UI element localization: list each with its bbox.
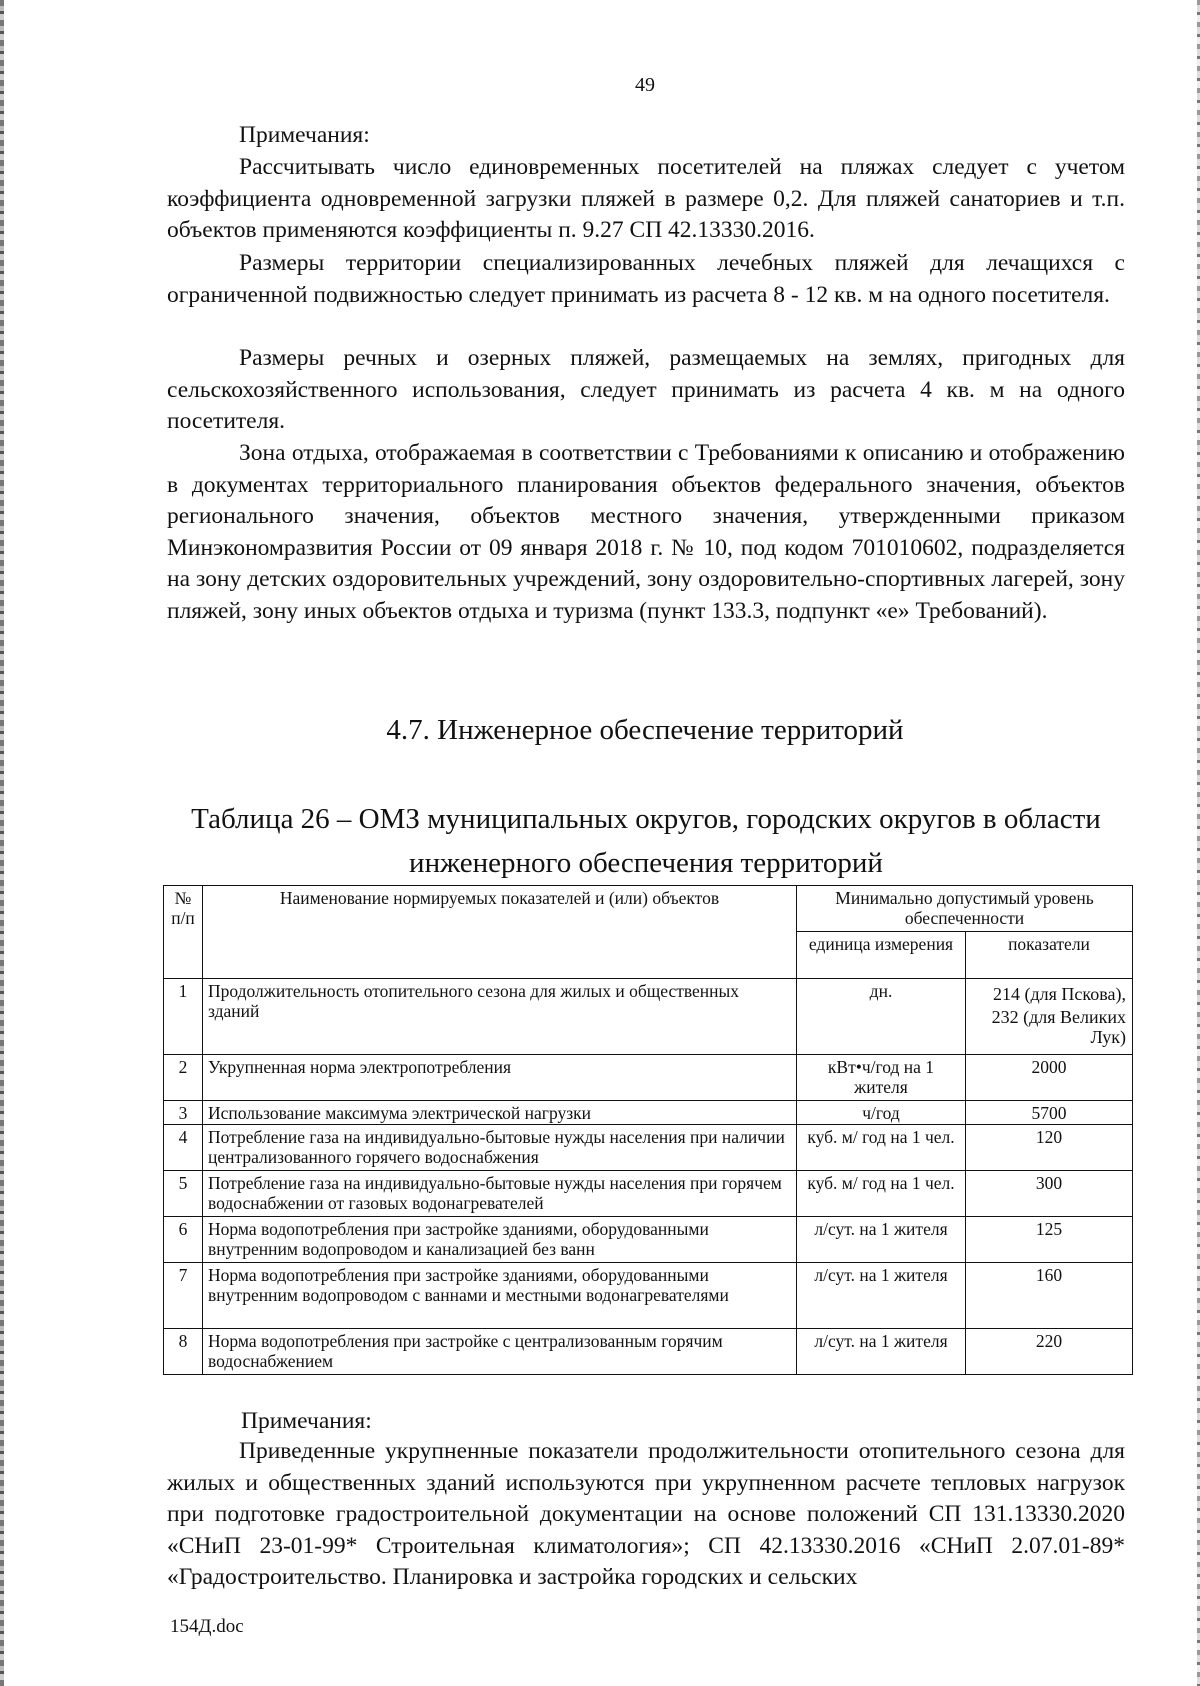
row-value: 5700: [966, 1101, 1133, 1125]
row-name: Продолжительность отопительного сезона для жилых и общественных зданий: [203, 979, 797, 1055]
table-row: [164, 1329, 1133, 1375]
row-value: 160: [966, 1263, 1133, 1329]
header-num: № п/п: [164, 886, 203, 979]
header-name: Наименование нормируемых показателей и (или) объектов: [203, 886, 797, 979]
row-name: Использование максимума электрической нагрузки: [203, 1101, 797, 1125]
row-unit: ч/год: [797, 1101, 966, 1125]
table-row: [164, 1055, 1133, 1101]
row-value-line1: 214 (для Пскова),: [993, 984, 1126, 1004]
row-unit: куб. м/ год на 1 чел.: [797, 1171, 966, 1217]
row-value: [966, 979, 1133, 1055]
section-title: 4.7. Инженерное обеспечение территорий: [386, 714, 904, 746]
row-unit: л/сут. на 1 жителя: [797, 1329, 966, 1375]
row-name: Потребление газа на индивидуально-бытовые нужды населения при горячем водоснабжении от газовых водонагревателей: [203, 1171, 797, 1217]
row-name: Норма водопотребления при застройке зданиями, оборудованными внутренним водопроводом с ваннами и местными водонагревателями: [203, 1263, 797, 1329]
row-value: 120: [966, 1125, 1133, 1171]
row-value: 125: [966, 1217, 1133, 1263]
row-value-line2: 232 (для Великих Лук): [991, 1007, 1126, 1047]
row-num: 6: [164, 1217, 203, 1263]
row-name: Норма водопотребления при застройке с централизованным горячим водоснабжением: [203, 1329, 797, 1375]
table-row: [164, 979, 1133, 1055]
row-unit: дн.: [797, 979, 966, 1055]
table-row: [164, 1125, 1133, 1171]
page-number: 49: [635, 74, 655, 96]
header-min-level: Минимально допустимый уровень обеспеченности: [797, 886, 1133, 932]
row-num: 3: [164, 1101, 203, 1125]
row-unit: л/сут. на 1 жителя: [797, 1217, 966, 1263]
row-num: 1: [164, 979, 203, 1055]
notes-paragraph-4: Зона отдыха, отображаемая в соответствии с Требованиями к описанию и отображению в документах территориального планирования объектов федерального значения, объектов регионального значения, объектов местного значения, утвержденными приказом Минэкономразвития России от 09 января 2018 г. № 10, под кодом 701010602, подразделяется на зону детских оздоровительных учреждений, зону оздоровительно-спортивных лагерей, зону пляжей, зону иных объектов отдыха и туризма (пункт 133.3, подпункт «е» Требований).: [167, 440, 1125, 624]
table-caption: Таблица 26 – ОМЗ муниципальных округов, городских округов в области инженерного обеспечения территорий: [191, 803, 1101, 879]
row-unit: л/сут. на 1 жителя: [797, 1263, 966, 1329]
notes-label: Примечания:: [241, 1408, 372, 1434]
row-value: 2000: [966, 1055, 1133, 1101]
notes-paragraph-3: Размеры речных и озерных пляжей, размещаемых на землях, пригодных для сельскохозяйственного использования, следует принимать из расчета 4 кв. м на одного посетителя.: [167, 345, 1125, 434]
scan-edge-left: [0, 0, 4, 1686]
table-header-row: [164, 886, 1133, 932]
row-num: 8: [164, 1329, 203, 1375]
norms-table: [163, 885, 1133, 1375]
row-name: Укрупненная норма электропотребления: [203, 1055, 797, 1101]
notes-paragraph-2: Размеры территории специализированных лечебных пляжей для лечащихся с ограниченной подвижностью следует принимать из расчета 8 - 12 кв. м на одного посетителя.: [167, 250, 1125, 308]
footer-filename: 154Д.doc: [170, 1616, 244, 1637]
header-value: показатели: [966, 932, 1133, 979]
row-num: 4: [164, 1125, 203, 1171]
row-value: 300: [966, 1171, 1133, 1217]
row-unit: куб. м/ год на 1 чел.: [797, 1125, 966, 1171]
row-num: 5: [164, 1171, 203, 1217]
notes-paragraph-1: Рассчитывать число единовременных посетителей на пляжах следует с учетом коэффициента одновременной загрузки пляжей в размере 0,2. Для пляжей санаториев и т.п. объектов применяются коэффициенты п. 9.27 СП 42.13330.2016.: [167, 154, 1125, 243]
row-unit: кВт•ч/год на 1 жителя: [797, 1055, 966, 1101]
table-row: [164, 1101, 1133, 1125]
notes-paragraph: Приведенные укрупненные показатели продолжительности отопительного сезона для жилых и общественных зданий используются при укрупненном расчете тепловых нагрузок при подготовке градостроительной документации на основе положений СП 131.13330.2020 «СНиП 23-01-99* Строительная климатология»; СП 42.13330.2016 «СНиП 2.07.01-89* «Градостроительство. Планировка и застройка городских и сельских: [167, 1438, 1125, 1590]
row-num: 7: [164, 1263, 203, 1329]
row-name: Потребление газа на индивидуально-бытовые нужды населения при наличии централизованного горячего водоснабжения: [203, 1125, 797, 1171]
header-unit: единица измерения: [797, 932, 966, 979]
table-row: [164, 1171, 1133, 1217]
table-row: [164, 1217, 1133, 1263]
row-value: 220: [966, 1329, 1133, 1375]
row-name: Норма водопотребления при застройке зданиями, оборудованными внутренним водопроводом и канализацией без ванн: [203, 1217, 797, 1263]
row-num: 2: [164, 1055, 203, 1101]
notes-label: Примечания:: [239, 122, 370, 148]
table-row: [164, 1263, 1133, 1329]
